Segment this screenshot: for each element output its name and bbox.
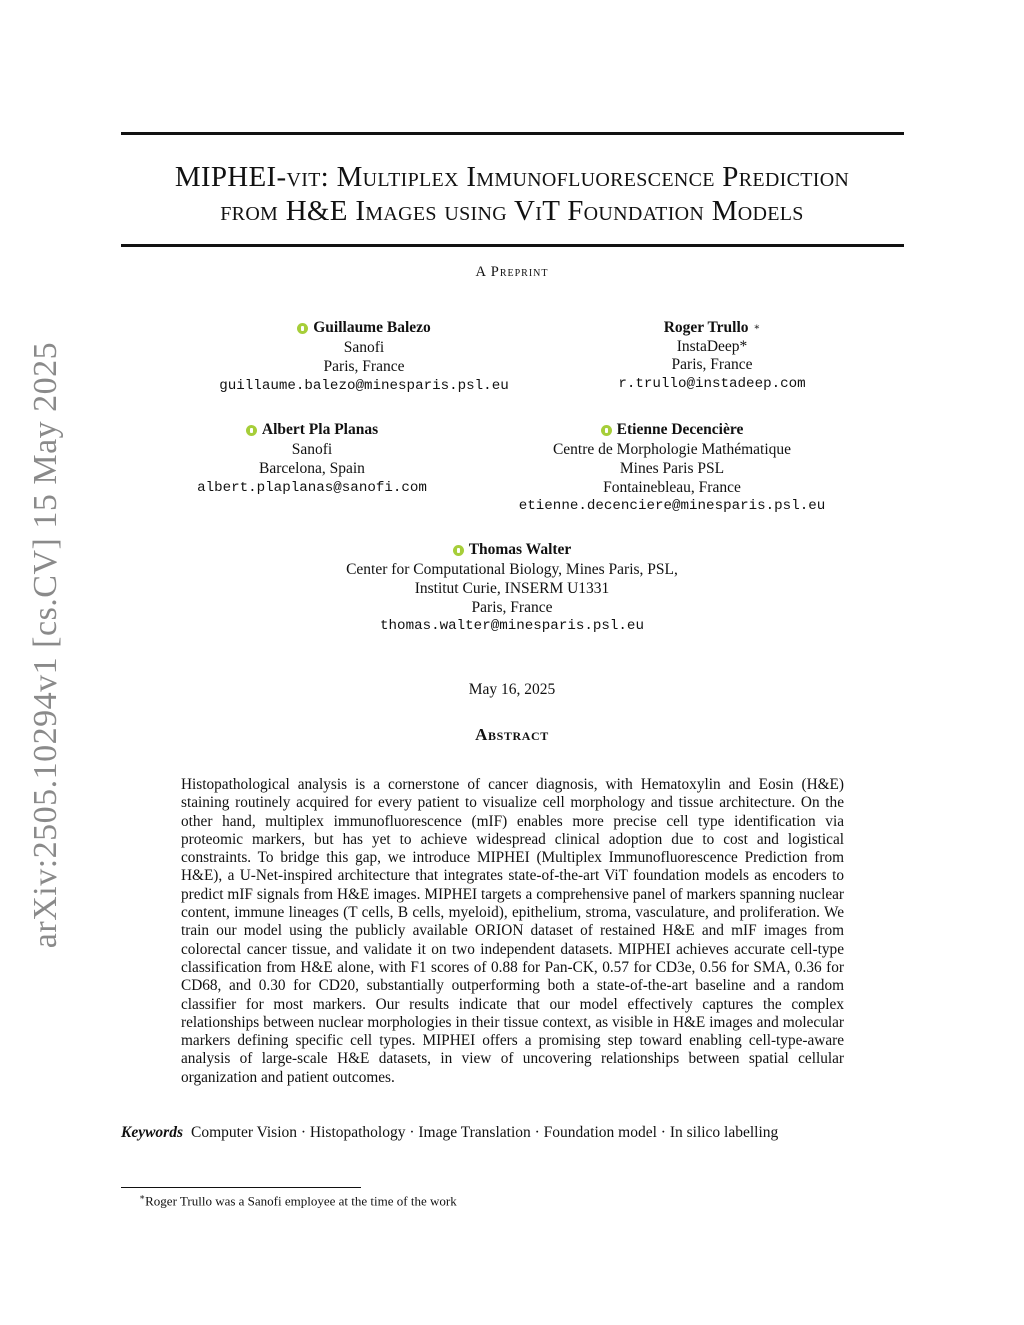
author-location: Paris, France xyxy=(471,598,553,616)
title-bottom-rule xyxy=(121,244,904,247)
footnote-marker: ∗ xyxy=(139,1192,146,1202)
author-name: Thomas Walter xyxy=(453,541,572,560)
author-name: Guillaume Balezo xyxy=(297,319,431,338)
footnote-rule xyxy=(121,1187,361,1188)
author-block-trullo xyxy=(592,319,832,393)
keywords-list: Computer Vision · Histopathology · Image Translation · Foundation model · In silico labelling xyxy=(191,1124,779,1141)
author-email[interactable]: etienne.decenciere@minesparis.psl.eu xyxy=(518,498,826,515)
keywords-label: Keywords xyxy=(121,1124,183,1141)
author-affiliation: Sanofi xyxy=(343,339,385,357)
author-location: Fontainebleau, France xyxy=(603,478,741,496)
title-top-rule xyxy=(121,132,904,135)
author-location: Paris, France xyxy=(323,357,405,375)
author-name: Albert Pla Planas xyxy=(246,421,378,440)
author-affiliation-line-2: Institut Curie, INSERM U1331 xyxy=(414,579,610,597)
footnote xyxy=(139,1192,457,1209)
author-affiliation-line-2: Mines Paris PSL xyxy=(619,459,725,477)
orcid-icon[interactable] xyxy=(601,425,612,436)
author-email[interactable]: r.trullo@instadeep.com xyxy=(618,375,806,392)
publication-date: May 16, 2025 xyxy=(468,681,556,698)
author-email[interactable]: guillaume.balezo@minesparis.psl.eu xyxy=(219,377,509,394)
author-affiliation: Centre de Morphologie Mathématique xyxy=(552,441,792,459)
abstract-heading: Abstract xyxy=(475,725,549,744)
author-affiliation: Center for Computational Biology, Mines Paris, PSL, xyxy=(346,561,678,579)
orcid-icon[interactable] xyxy=(453,545,464,556)
orcid-icon[interactable] xyxy=(297,323,308,334)
author-name: Etienne Decencière xyxy=(601,421,744,440)
paper-title xyxy=(100,160,924,228)
paper-title-line-1: MIPHEI-vit: Multiplex Immunofluorescence Prediction xyxy=(174,161,850,193)
author-block-decenciere xyxy=(512,421,832,516)
author-email[interactable]: thomas.walter@minesparis.psl.eu xyxy=(380,618,644,635)
author-location: Barcelona, Spain xyxy=(259,459,365,477)
orcid-icon[interactable] xyxy=(246,425,257,436)
author-block-pla-planas xyxy=(187,421,437,497)
footnote-text: Roger Trullo was a Sanofi employee at the time of the work xyxy=(145,1193,457,1209)
author-block-walter xyxy=(312,541,712,636)
author-block-balezo xyxy=(214,319,514,395)
preprint-label: A Preprint xyxy=(475,264,549,280)
author-name: Roger Trullo ∗ xyxy=(663,319,761,336)
arxiv-sidebar-stamp: arXiv:2505.10294v1 [cs.CV] 15 May 2025 xyxy=(27,341,64,949)
author-location: Paris, France xyxy=(671,356,753,374)
author-affiliation: Sanofi xyxy=(291,441,333,459)
author-email[interactable]: albert.plaplanas@sanofi.com xyxy=(197,479,427,496)
author-affiliation: InstaDeep* xyxy=(676,337,748,355)
keywords-line xyxy=(121,1124,778,1142)
paper-title-line-2: from H&E Images using ViT Foundation Models xyxy=(220,195,804,227)
abstract-body: Histopathological analysis is a cornerstone of cancer diagnosis, with Hematoxylin and Eosin (H&E) staining routinely acquired for every patient to visualize cell morphology and tissue architecture. On the other hand, multiplex immunofluorescence (mIF) enables more precise cell type identification via proteomic markers, but has yet to achieve widespread clinical adoption due to cost and logistical constraints. To bridge this gap, we introduce MIPHEI (Multiplex Immunofluorescence Prediction from H&E), a U-Net-inspired architecture that integrates state-of-the-art ViT foundation models as encoders to predict mIF signals from H&E images. MIPHEI targets a comprehensive panel of markers spanning nuclear content, immune lineages (T cells, B cells, myeloid), epithelium, stroma, vasculature, and proliferation. We train our model using the publicly available ORION dataset of restained H&E and mIF images from colorectal cancer tissue, and validate it on two independent datasets. MIPHEI achieves accurate cell-type classification from H&E alone, with F1 scores of 0.88 for Pan-CK, 0.57 for CD3e, 0.56 for SMA, 0.36 for CD68, and 0.30 for CD20, substantially outperforming both a state-of-the-art baseline and a random classifier for most markers. Our results indicate that our model effectively captures the complex relationships between nuclear morphologies in their tissue context, as visible in H&E images and molecular markers defining specific cell types. MIPHEI offers a promising step toward enabling cell-type-aware analysis of large-scale H&E datasets, in view of uncovering relationships between spatial cellular organization and patient outcomes. xyxy=(181,776,844,1086)
